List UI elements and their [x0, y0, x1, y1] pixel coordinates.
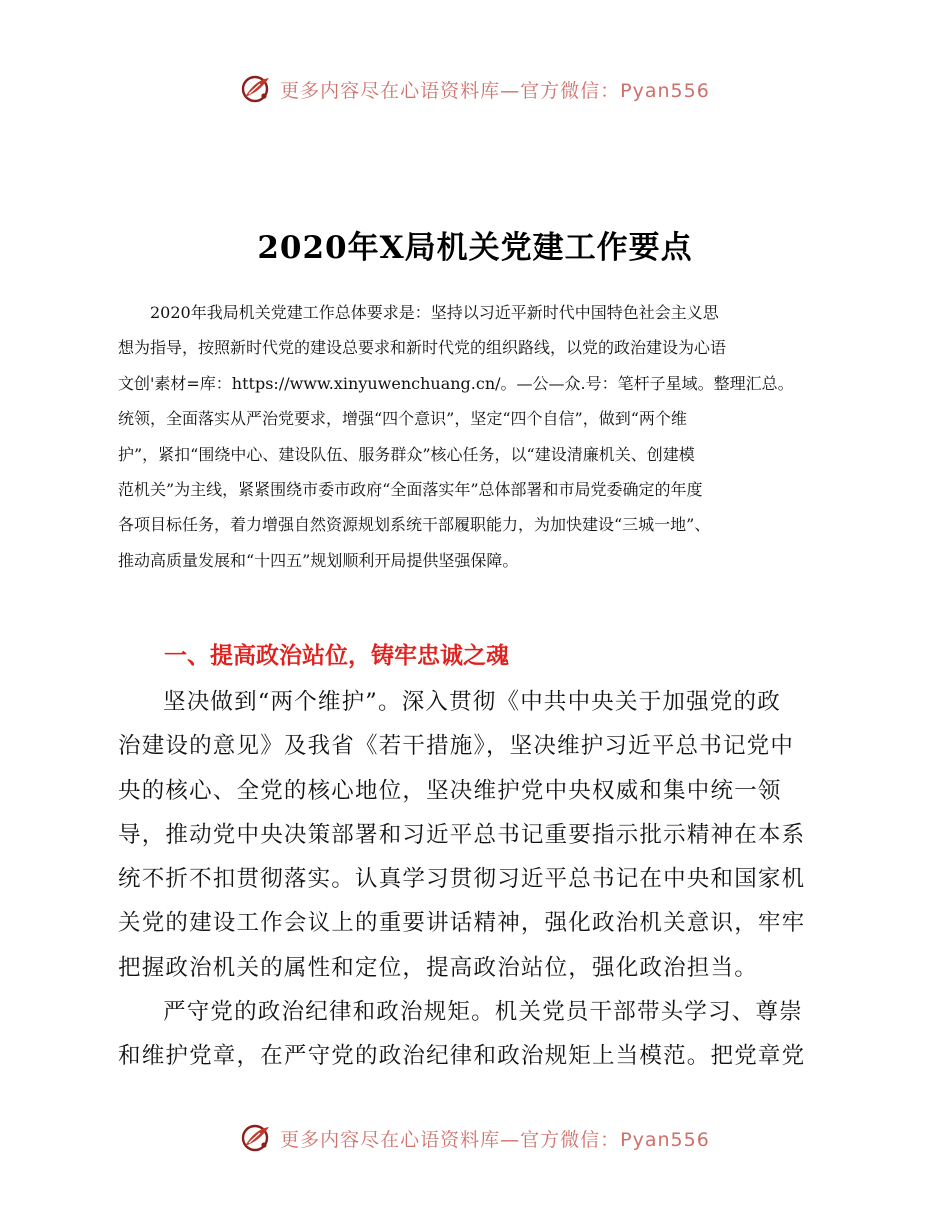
intro-line: 2020年我局机关党建工作总体要求是：坚持以习近平新时代中国特色社会主义思 [150, 303, 719, 322]
pen-nib-logo-icon [240, 1121, 274, 1155]
body-paragraph [118, 680, 832, 990]
pen-nib-logo-icon [240, 72, 274, 106]
intro-paragraph [118, 295, 832, 578]
body-paragraph [118, 990, 832, 1079]
section-heading: 一、提高政治站位，铸牢忠诚之魂 [164, 643, 509, 669]
body-line: 导，推动党中央决策部署和习近平总书记重要指示批示精神在本系 [118, 821, 806, 848]
intro-line: 各项目标任务，着力增强自然资源规划系统干部履职能力，为加快建设“三城一地”、 [118, 515, 711, 535]
intro-line: 想为指导，按照新时代党的建设总要求和新时代党的组织路线，以党的政治建设为心语 [118, 338, 727, 358]
body-line: 把握政治机关的属性和定位，提高政治站位，强化政治担当。 [118, 954, 758, 981]
body-line: 央的核心、全党的核心地位，坚决维护党中央权威和集中统一领 [118, 777, 782, 804]
footer-watermark-text: 更多内容尽在心语资料库—官方微信：Pyan556 [280, 1128, 710, 1151]
intro-line: 推动高质量发展和“十四五”规划顺利开局提供坚强保障。 [118, 550, 519, 570]
body-line: 坚决做到“两个维护”。深入贯彻《中共中央关于加强党的政 [163, 689, 781, 715]
body-line: 和维护党章，在严守党的政治纪律和政治规矩上当模范。把党章党 [118, 1043, 806, 1070]
body-line: 严守党的政治纪律和政治规矩。机关党员干部带头学习、尊崇 [163, 999, 803, 1025]
body-line: 关党的建设工作会议上的重要讲话精神，强化政治机关意识，牢牢 [118, 910, 806, 937]
footer-watermark-banner [0, 1121, 950, 1155]
intro-line: 护”，紧扣“围绕中心、建设队伍、服务群众”核心任务，以“建设清廉机关、创建模 [118, 444, 695, 464]
body-line: 治建设的意见》及我省《若干措施》，坚决维护习近平总书记党中 [118, 733, 795, 760]
intro-line: 文创'素材=库：https://www.xinyuwenchuang.cn/。—公—众.号：笔杆子星域。整理汇总。 [118, 373, 794, 393]
header-watermark-banner [0, 72, 950, 106]
document-title: 2020年X局机关党建工作要点 [257, 230, 693, 266]
intro-line: 范机关”为主线，紧紧围绕市委市政府“全面落实年”总体部署和市局党委确定的年度 [118, 480, 703, 500]
header-watermark-text: 更多内容尽在心语资料库—官方微信：Pyan556 [280, 79, 710, 102]
intro-line: 统领，全面落实从严治党要求，增强“四个意识”，坚定“四个自信”，做到“两个维 [118, 409, 687, 429]
body-line: 统不折不扣贯彻落实。认真学习贯彻习近平总书记在中央和国家机 [118, 866, 806, 893]
